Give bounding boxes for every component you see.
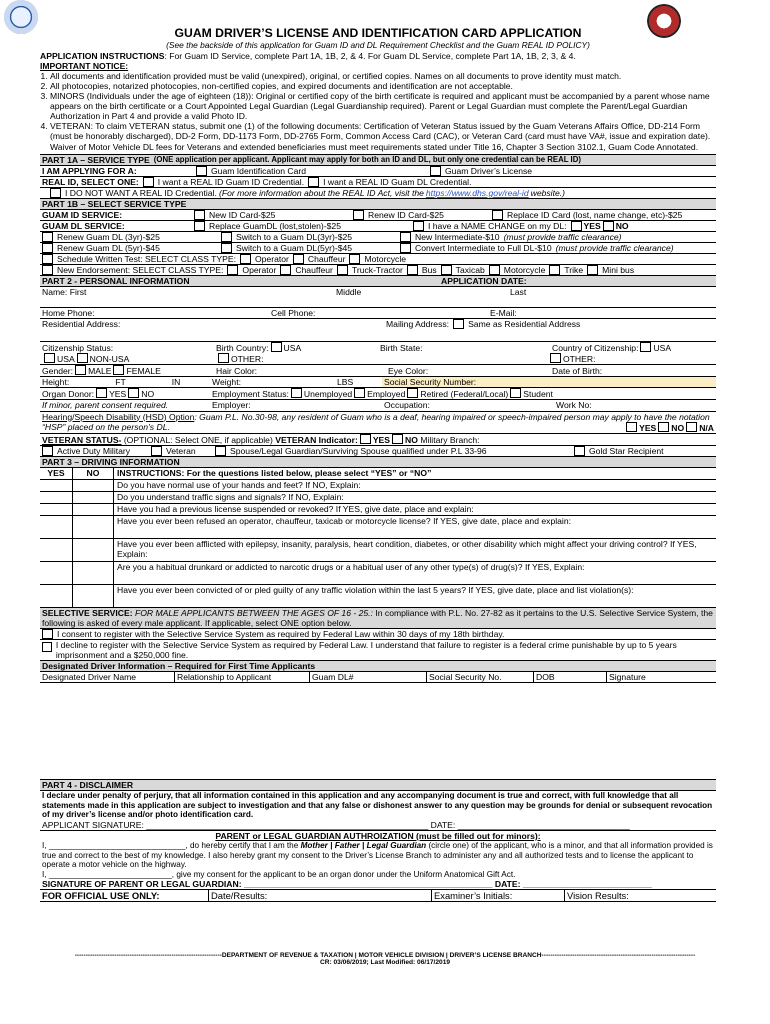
dl-checkbox[interactable] [430, 166, 441, 176]
q1-no[interactable] [73, 480, 114, 491]
new-id-checkbox[interactable] [194, 210, 205, 220]
cit-other-checkbox[interactable] [550, 353, 561, 363]
question-row: Have you ever been convicted of or pled guilty of any traffic violation within the last 5 years? If YES, give date, place and list violation(s): [40, 585, 716, 608]
unemployed-checkbox[interactable] [291, 388, 302, 398]
dl-service-row1: GUAM DL SERVICE: Replace GuamDL (lost,stolen)-$25 I have a NAME CHANGE on my DL: YES NO [40, 221, 716, 232]
notice-item: 2. All photocopies, notarized photocopies, non-certified copies, and expired documents and identification are not acceptable. [50, 81, 716, 91]
hsd-yes[interactable] [626, 422, 637, 432]
question-row: Have you had a previous license suspended or revoked? If YES, give date, place and explain: [40, 504, 716, 516]
employer-row: If minor, parent consent required. Employer: Occupation: Work No: [40, 400, 716, 411]
birth-other-checkbox[interactable] [218, 353, 229, 363]
question-row: Do you understand traffic signs and signals? If NO, Explain: [40, 492, 716, 504]
designated-header: Designated Driver Information – Required for First Time Applicants [40, 661, 716, 672]
hsd-na[interactable] [686, 422, 697, 432]
written-motorcycle[interactable] [349, 254, 360, 264]
name-row[interactable]: Name: First Middle Last [42, 287, 527, 298]
question-row: Have you ever been refused an operator, chauffeur, taxicab or motorcycle license? If YES, give date, place and explain: [40, 516, 716, 539]
part3-header: PART 3 – DRIVING INFORMATION [40, 457, 716, 468]
application-form [40, 16, 716, 902]
vet-no[interactable] [392, 434, 403, 444]
switch-3yr-checkbox[interactable] [221, 232, 232, 242]
organ-yes[interactable] [96, 388, 107, 398]
notice-item: 4. VETERAN: To claim VETERAN status, submit one (1) of the following documents: Certification of Veteran Status issued by the Guam Veterans Affairs Office, DD-214 Form (must be honorably discharged), DD-2 Form, DD-1173 Form, DD-2765 Form, Common Access Card (CAC), or Veteran Card (card must have VA#, issue and expiration date). Waiver of Motor Vehicle DL fees for Veterans and extended beneficiaries must meet requirements stated under Title 16, Chapter 3 Section 3102.1, Guam Code Annotated. [50, 121, 716, 151]
disclaimer-text: I declare under penalty of perjury, that all information contained in this application and any accompanying document is true and correct, with full knowledge that all statements made in this application are subject to investigation and that any false or dishonest answer to any question may be grounds for denial or subsequent revocation of my driver’s license and/or photo identification card. [42, 791, 713, 820]
endorse-chauffeur[interactable] [280, 265, 291, 275]
gender-row: Gender: MALE FEMALE Hair Color: Eye Color: Date of Birth: [40, 365, 716, 377]
realid-link[interactable]: https://www.dhs.gov/real-id [425, 187, 529, 198]
endorse-operator[interactable] [227, 265, 238, 275]
q4-yes[interactable] [40, 516, 73, 538]
male-checkbox[interactable] [75, 365, 86, 375]
decline-checkbox[interactable] [42, 642, 52, 652]
form-grid [40, 154, 716, 903]
retired-checkbox[interactable] [407, 388, 418, 398]
replace-id-checkbox[interactable] [492, 210, 503, 220]
citizenship-row: Citizenship Status: Birth Country: USA Birth State: Country of Citizenship: USA [42, 342, 672, 354]
important-notice: IMPORTANT NOTICE: [40, 61, 129, 72]
notice-item: 1. All documents and identification provided must be valid (unexpired), original, or certified copies. Names on all documents to prove identity must match. [50, 71, 716, 81]
name-change-no[interactable] [603, 221, 614, 231]
official-use-row: FOR OFFICIAL USE ONLY: Date/Results: Examiner’s Initials: Vision Results: [40, 890, 716, 902]
part4-header: PART 4 - DISCLAIMER [40, 780, 716, 791]
vet-yes[interactable] [360, 434, 371, 444]
id-service-row: GUAM ID SERVICE: New ID Card-$25 Renew ID Card-$25 Replace ID Card (lost, name change, etc)-$25 [40, 210, 716, 221]
q6-no[interactable] [73, 562, 114, 584]
endorse-trike[interactable] [549, 265, 560, 275]
part2-header: PART 2 - PERSONAL INFORMATION APPLICATION DATE: [40, 276, 716, 287]
q5-no[interactable] [73, 539, 114, 561]
q7-no[interactable] [73, 585, 114, 607]
notice-list [40, 71, 716, 151]
written-test-row: Schedule Written Test: SELECT CLASS TYPE: Operator Chauffeur Motorcycle [40, 254, 716, 265]
footer-dept: -------------------------------------------------------------------DEPARTMENT OF REVENUE & TAXATION | MOTOR VEHICLE DIVISION | DRIVER’S LICENSE BRANCH---------------------------------------------------------------------- [74, 952, 696, 959]
dl-service-row3: Renew Guam DL (5yr)-$45 Switch to a Guam DL(5yr)-$45 Convert Intermediate to Full DL-$10 (must provide traffic clearance) [40, 243, 716, 254]
height-row: Height: FT IN Weight: LBS Social Security Number: [40, 377, 716, 388]
gold-star-checkbox[interactable] [574, 446, 585, 456]
part1a-header: PART 1A – SERVICE TYPE (ONE application per applicant. Applicant may apply for both an ID and DL, but only one credential can be REAL ID) [40, 155, 716, 166]
q3-no[interactable] [73, 504, 114, 515]
applicant-signature[interactable]: APPLICANT SIGNATURE: ___________________________________________________________ DATE: ____________________________________ [40, 820, 716, 831]
usa-checkbox[interactable] [44, 353, 55, 363]
endorse-bus[interactable] [407, 265, 418, 275]
applying-row: I AM APPLYING FOR A: Guam Identification Card Guam Driver’s License [40, 166, 716, 177]
designated-blank-area[interactable] [40, 683, 716, 780]
footer [0, 952, 770, 966]
citizenship-row2: USA NON-USA OTHER: OTHER: [40, 353, 716, 365]
guardian-signature[interactable]: SIGNATURE OF PARENT OR LEGAL GUARDIAN: ____________________________________________________ DATE: ___________________________ [40, 879, 716, 890]
dl-service-row2: Renew Guam DL (3yr)-$25 Switch to a Guam DL(3yr)-$25 New Intermediate-$10 (must provide traffic clearance) [40, 232, 716, 243]
id-card-checkbox[interactable] [196, 166, 207, 176]
endorse-taxicab[interactable] [441, 265, 452, 275]
no-realid-row: I DO NOT WANT A REAL ID Credential. (For more information about the REAL ID Act, visit the https://www.dhs.gov/real-id website.) [40, 188, 716, 199]
guardian-title: PARENT or LEGAL GUARDIAN AUTHROIZATION (must be filled out for minors): [215, 830, 541, 841]
question-row: Have you ever been afflicted with epilepsy, insanity, paralysis, heart condition, diabetes, or other disability which might affect your driving control? If YES, Explain: [40, 539, 716, 562]
q2-yes[interactable] [40, 492, 73, 503]
endorse-minibus[interactable] [587, 265, 598, 275]
active-duty-checkbox[interactable] [42, 446, 53, 456]
same-address-checkbox[interactable] [453, 319, 464, 329]
endorsement-checkbox[interactable] [42, 265, 53, 275]
question-row: Do you have normal use of your hands and feet? If NO, Explain: [40, 480, 716, 492]
q3-yes[interactable] [40, 504, 73, 515]
renew-5yr-checkbox[interactable] [42, 243, 53, 253]
birth-usa-checkbox[interactable] [271, 342, 282, 352]
employed-checkbox[interactable] [354, 388, 365, 398]
endorse-motorcycle[interactable] [489, 265, 500, 275]
switch-5yr-checkbox[interactable] [221, 243, 232, 253]
hsd-no[interactable] [658, 422, 669, 432]
question-row: Are you a habitual drunkard or addicted to narcotic drugs or a habitual user of any other type(s) of drug(s)? If YES, Explain: [40, 562, 716, 585]
guam-seal [4, 0, 38, 34]
form-subtitle: (See the backside of this application for Guam ID and DL Requirement Checklist and the Guam REAL ID POLICY) [166, 40, 590, 51]
consent-checkbox[interactable] [42, 629, 53, 639]
q6-yes[interactable] [40, 562, 73, 584]
guardian-text: I, ______________________________, do hereby certify that I am the Mother | Father | Legal Guardian (circle one) of the applicant, who is a minor, and that all information provided is true and correct to the best of my knowledge. I also hereby grant my consent to the Driver’s License Branch to administer any and all authorized tests and to license the applicant to operate a motor vehicle on the highway. [42, 840, 713, 870]
q7-yes[interactable] [40, 585, 73, 607]
name-blank[interactable] [40, 297, 716, 308]
selective-opt2-row: I decline to register with the Selective Service System as required by Federal Law. I understand that failure to register is a federal crime punishable by up to 5 years imprisonment and a $250,000 fine. [40, 640, 716, 661]
realid-row: REAL ID, SELECT ONE: I want a REAL ID Guam ID Credential. I want a REAL ID Guam DL Credential. [40, 177, 716, 188]
written-chauffeur[interactable] [293, 254, 304, 264]
footer-revision: CR: 03/06/2019; Last Modified: 06/17/2019 [319, 959, 451, 966]
spouse-checkbox[interactable] [215, 446, 226, 456]
selective-service: SELECTIVE SERVICE: FOR MALE APPLICANTS BETWEEN THE AGES OF 16 - 25.: In compliance with P.L. No. 27-82 as it pertains to the U.S. Selective Service System, the following is asked of every male applicant. If applicable, select ONE option below. [40, 608, 716, 629]
address-row[interactable]: Residential Address: Mailing Address: Same as Residential Address [40, 319, 716, 342]
new-intermediate-checkbox[interactable] [400, 232, 411, 242]
organ-row: Organ Donor: YES NO Employment Status: Unemployed Employed Retired (Federal/Local) Student [40, 388, 716, 400]
selective-opt1-row: I consent to register with the Selective Service System as required by Federal Law within 30 days of my 18th birthday. [40, 629, 716, 640]
instructions: APPLICATION INSTRUCTIONS: For Guam ID Service, complete Part 1A, 1B, 2, & 4. For Guam DL Service, complete Part 1A, 1B, 2, 3, & 4. IMPORTANT NOTICE: 1. All documents and identification provided must be valid (unexpired), original, or certified copies. Names on all documents to prove identity must match. 2. All photocopies, notarized photocopies, non-certified copies, and expired documents and identification are not acceptable. 3. MINORS (Individuals under the age of eighteen (18)): Original or certified copy of the birth certificate is required and applicant must be accompanied by a parent whose name appears on the birth certificate or a Court Appointed Legal Guardian (Legal Guardianship required). Parent or Legal Guardian must complete the Parent/Legal Guardian Authorization in Part 4 and provide a valid Photo ID. 4. VETERAN: To claim VETERAN status, submit one (1) of the following documents: Certification of Veteran Status issued by the Guam Veterans Affairs Office, DD-214 Form (must be honorably discharged), DD-2 Form, DD-1173 Form, DD-2765 Form, Common Access Card (CAC), or Veteran Card (card must have VA#, issue and expiration date). Waiver of Motor Vehicle DL fees for Veterans and extended beneficiaries must meet requirements stated under Title 16, Chapter 3 Section 3102.1, Guam Code Annotated. [40, 51, 716, 151]
replace-dl-checkbox[interactable] [194, 221, 205, 231]
student-checkbox[interactable] [510, 388, 521, 398]
realid-dl-checkbox[interactable] [308, 177, 319, 187]
designated-cols: Designated Driver Name Relationship to Applicant Guam DL# Social Security No. DOB Signature [40, 672, 716, 683]
ssn-field[interactable]: Social Security Number: [382, 377, 716, 387]
notice-item: 3. MINORS (Individuals under the age of eighteen (18)): Original or certified copy of the birth certificate is required and applicant must be accompanied by a parent whose name appears on the birth certificate or a Court Appointed Legal Guardian (Legal Guardianship required). Parent or Legal Guardian must complete the Parent/Legal Guardian Authorization in Part 4 and provide a valid Photo ID. [50, 91, 716, 121]
realid-id-checkbox[interactable] [143, 177, 154, 187]
part3-col-header: YES NO INSTRUCTIONS: For the questions listed below, please select “YES” or “NO” [40, 468, 716, 480]
endorsement-row: New Endorsement: SELECT CLASS TYPE: Operator Chauffeur Truck-Tractor Bus Taxicab Motorcycle Trike Mini bus [40, 265, 716, 276]
q5-yes[interactable] [40, 539, 73, 561]
non-usa-checkbox[interactable] [77, 353, 88, 363]
veteran-checkbox[interactable] [151, 446, 162, 456]
phone-row[interactable]: Home Phone: Cell Phone: E-Mail: [40, 308, 716, 319]
q2-no[interactable] [73, 492, 114, 503]
renew-id-checkbox[interactable] [353, 210, 364, 220]
organ-consent[interactable]: I, ___________________________, give my consent for the applicant to be an organ donor under the Uniform Anatomical Gift Act. [42, 869, 516, 879]
endorse-truck[interactable] [337, 265, 348, 275]
convert-intermediate-checkbox[interactable] [400, 243, 411, 253]
written-operator[interactable] [240, 254, 251, 264]
part1b-header: PART 1B – SELECT SERVICE TYPE [40, 199, 716, 210]
name-change-checkbox[interactable] [413, 221, 424, 231]
no-realid-checkbox[interactable] [50, 188, 61, 198]
written-test-checkbox[interactable] [42, 254, 53, 264]
q4-no[interactable] [73, 516, 114, 538]
female-checkbox[interactable] [113, 365, 124, 375]
q1-yes[interactable] [40, 480, 73, 491]
veteran-types-row: Active Duty Military Veteran Spouse/Legal Guardian/Surviving Spouse qualified under P.L 33-96 Gold Star Recipient [40, 446, 716, 457]
renew-3yr-checkbox[interactable] [42, 232, 53, 242]
form-title: GUAM DRIVER’S LICENSE AND IDENTIFICATION CARD APPLICATION [174, 26, 582, 40]
veteran-row: VETERAN STATUS- (OPTIONAL: Select ONE, if applicable) VETERAN Indicator: YES NO Military Branch: [40, 434, 716, 446]
cit-usa-checkbox[interactable] [640, 342, 651, 352]
hsd-section: Hearing/Speech Disability (HSD) Option: Guam P.L. No.30-98, any resident of Guam who is a deaf, hearing impaired or speech-impaired person may apply to have the notation “HSP” placed on the person’s DL. YES NO N/A [42, 411, 714, 433]
organ-no[interactable] [128, 388, 139, 398]
name-change-yes[interactable] [571, 221, 582, 231]
